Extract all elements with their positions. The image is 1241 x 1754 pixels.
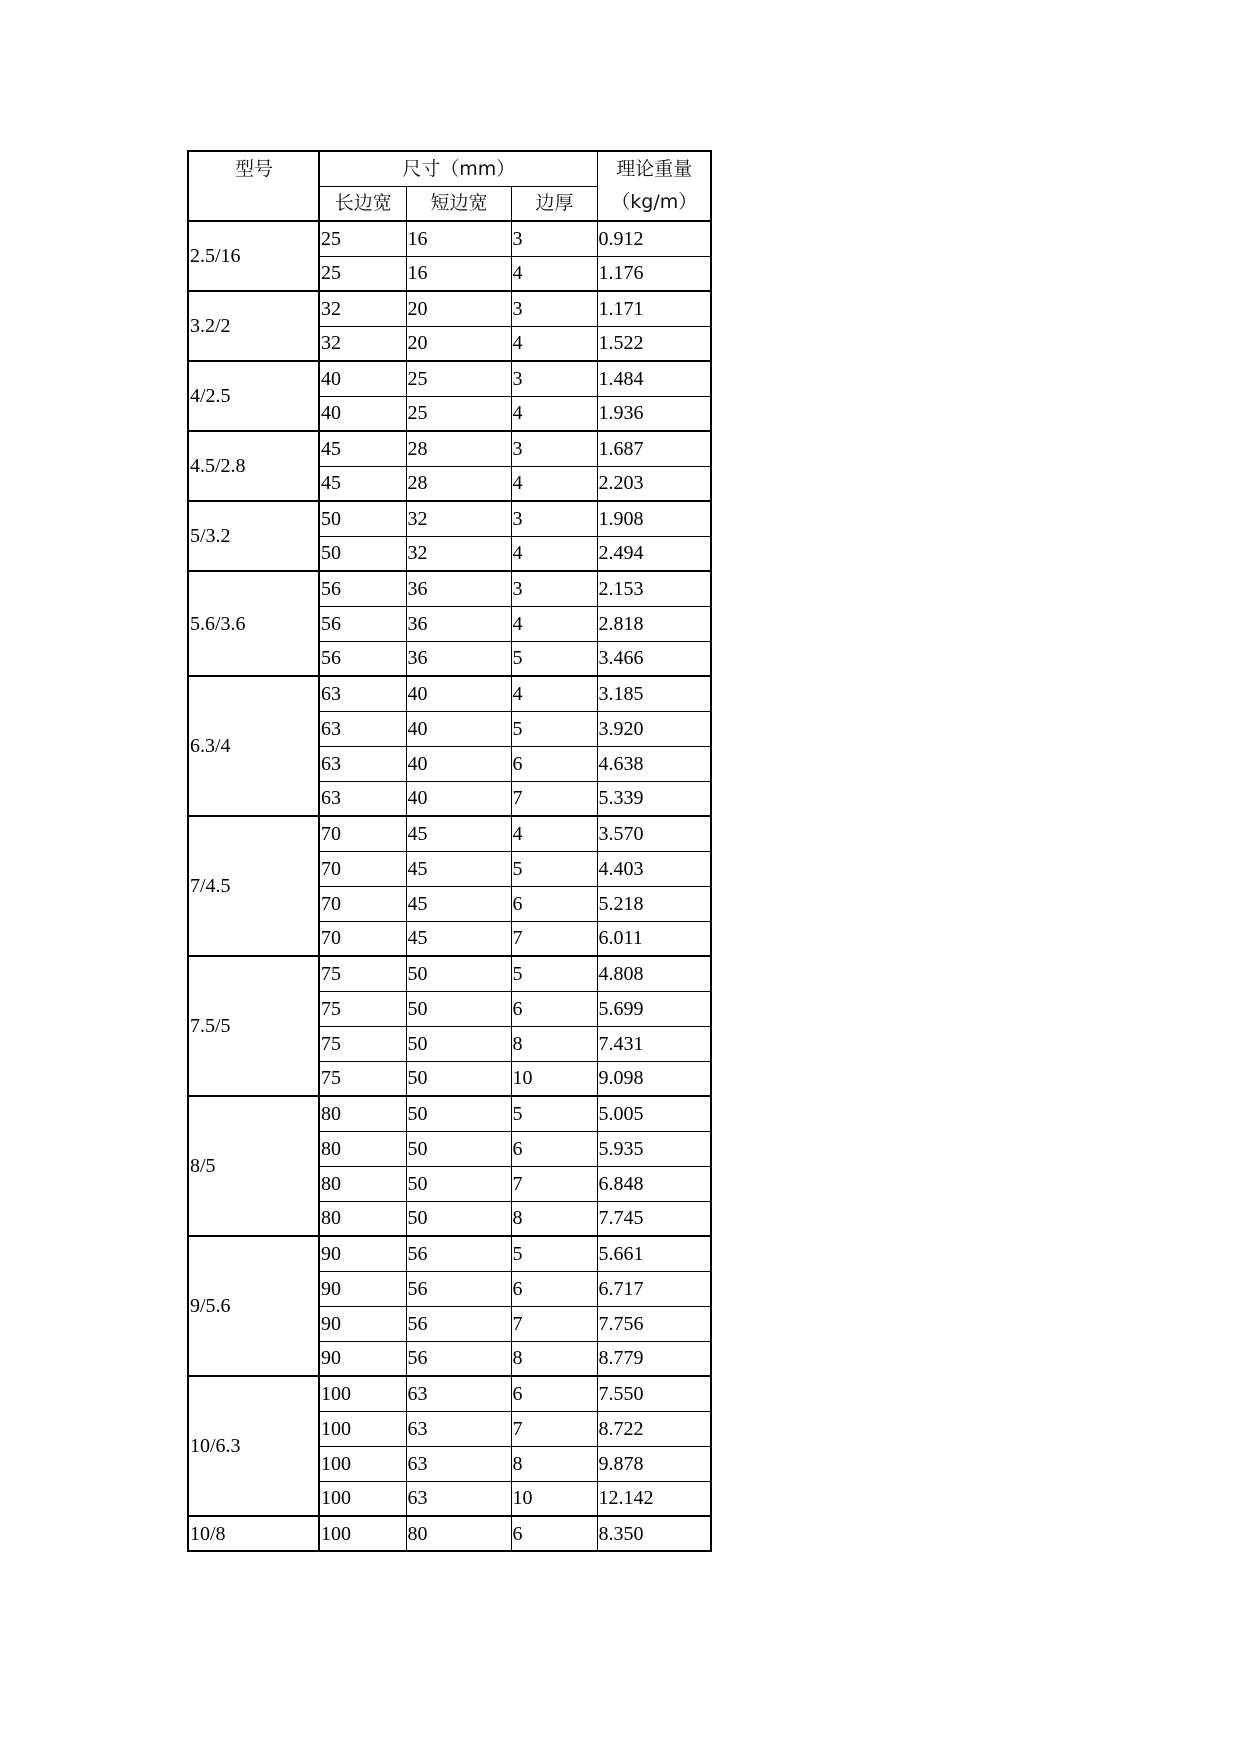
long-side-cell: 70 — [319, 851, 406, 886]
weight-cell: 5.218 — [597, 886, 711, 921]
table-row — [188, 1516, 711, 1551]
table-row — [188, 361, 711, 396]
weight-cell: 1.176 — [597, 256, 711, 291]
thickness-cell: 3 — [511, 361, 597, 396]
thickness-cell: 3 — [511, 431, 597, 466]
thickness-cell: 4 — [511, 396, 597, 431]
header-long-side: 长边宽 — [319, 186, 406, 221]
weight-cell: 1.908 — [597, 501, 711, 536]
weight-cell: 5.661 — [597, 1236, 711, 1271]
thickness-cell: 6 — [511, 1376, 597, 1411]
table-row — [188, 956, 711, 991]
long-side-cell: 63 — [319, 746, 406, 781]
model-cell: 7/4.5 — [188, 816, 319, 956]
long-side-cell: 75 — [319, 1061, 406, 1096]
short-side-cell: 28 — [406, 466, 511, 501]
thickness-cell: 8 — [511, 1026, 597, 1061]
thickness-cell: 4 — [511, 676, 597, 711]
header-short-side: 短边宽 — [406, 186, 511, 221]
weight-cell: 1.171 — [597, 291, 711, 326]
thickness-cell: 4 — [511, 816, 597, 851]
thickness-cell: 6 — [511, 886, 597, 921]
long-side-cell: 56 — [319, 606, 406, 641]
long-side-cell: 32 — [319, 291, 406, 326]
short-side-cell: 40 — [406, 781, 511, 816]
long-side-cell: 100 — [319, 1516, 406, 1551]
thickness-cell: 5 — [511, 641, 597, 676]
table-row — [188, 676, 711, 711]
short-side-cell: 63 — [406, 1411, 511, 1446]
long-side-cell: 75 — [319, 1026, 406, 1061]
short-side-cell: 50 — [406, 991, 511, 1026]
weight-cell: 9.098 — [597, 1061, 711, 1096]
long-side-cell: 45 — [319, 431, 406, 466]
thickness-cell: 5 — [511, 1236, 597, 1271]
short-side-cell: 25 — [406, 396, 511, 431]
table-row — [188, 571, 711, 606]
table-row — [188, 291, 711, 326]
long-side-cell: 90 — [319, 1341, 406, 1376]
thickness-cell: 10 — [511, 1481, 597, 1516]
long-side-cell: 70 — [319, 921, 406, 956]
short-side-cell: 56 — [406, 1236, 511, 1271]
long-side-cell: 25 — [319, 221, 406, 256]
long-side-cell: 100 — [319, 1411, 406, 1446]
short-side-cell: 50 — [406, 1201, 511, 1236]
long-side-cell: 25 — [319, 256, 406, 291]
short-side-cell: 56 — [406, 1306, 511, 1341]
thickness-cell: 7 — [511, 1166, 597, 1201]
thickness-cell: 3 — [511, 291, 597, 326]
table-body — [188, 151, 711, 1551]
long-side-cell: 50 — [319, 501, 406, 536]
weight-cell: 2.203 — [597, 466, 711, 501]
thickness-cell: 4 — [511, 466, 597, 501]
thickness-cell: 3 — [511, 501, 597, 536]
table-row — [188, 501, 711, 536]
model-cell: 8/5 — [188, 1096, 319, 1236]
short-side-cell: 56 — [406, 1271, 511, 1306]
short-side-cell: 50 — [406, 1166, 511, 1201]
weight-cell: 4.403 — [597, 851, 711, 886]
short-side-cell: 28 — [406, 431, 511, 466]
long-side-cell: 45 — [319, 466, 406, 501]
thickness-cell: 6 — [511, 746, 597, 781]
model-cell: 10/6.3 — [188, 1376, 319, 1516]
short-side-cell: 32 — [406, 536, 511, 571]
short-side-cell: 50 — [406, 1131, 511, 1166]
weight-cell: 7.431 — [597, 1026, 711, 1061]
table-row — [188, 1376, 711, 1411]
model-cell: 9/5.6 — [188, 1236, 319, 1376]
weight-cell: 8.722 — [597, 1411, 711, 1446]
long-side-cell: 80 — [319, 1166, 406, 1201]
short-side-cell: 16 — [406, 221, 511, 256]
long-side-cell: 50 — [319, 536, 406, 571]
thickness-cell: 3 — [511, 571, 597, 606]
short-side-cell: 45 — [406, 851, 511, 886]
long-side-cell: 75 — [319, 956, 406, 991]
thickness-cell: 5 — [511, 711, 597, 746]
model-cell: 10/8 — [188, 1516, 319, 1551]
short-side-cell: 40 — [406, 676, 511, 711]
short-side-cell: 63 — [406, 1446, 511, 1481]
weight-cell: 2.153 — [597, 571, 711, 606]
long-side-cell: 80 — [319, 1201, 406, 1236]
long-side-cell: 56 — [319, 571, 406, 606]
thickness-cell: 3 — [511, 221, 597, 256]
short-side-cell: 20 — [406, 291, 511, 326]
thickness-cell: 10 — [511, 1061, 597, 1096]
weight-cell: 4.808 — [597, 956, 711, 991]
short-side-cell: 45 — [406, 816, 511, 851]
short-side-cell: 40 — [406, 746, 511, 781]
thickness-cell: 6 — [511, 991, 597, 1026]
thickness-cell: 7 — [511, 921, 597, 956]
thickness-cell: 6 — [511, 1131, 597, 1166]
thickness-cell: 4 — [511, 256, 597, 291]
table-row — [188, 221, 711, 256]
thickness-cell: 4 — [511, 326, 597, 361]
thickness-cell: 6 — [511, 1516, 597, 1551]
thickness-cell: 5 — [511, 1096, 597, 1131]
model-cell: 7.5/5 — [188, 956, 319, 1096]
weight-cell: 8.350 — [597, 1516, 711, 1551]
table-row — [188, 816, 711, 851]
header-row-1 — [188, 151, 711, 186]
short-side-cell: 63 — [406, 1376, 511, 1411]
header-weight — [597, 151, 711, 221]
short-side-cell: 20 — [406, 326, 511, 361]
long-side-cell: 70 — [319, 816, 406, 851]
long-side-cell: 90 — [319, 1271, 406, 1306]
weight-cell: 7.550 — [597, 1376, 711, 1411]
thickness-cell: 7 — [511, 781, 597, 816]
angle-steel-table — [187, 150, 712, 1552]
weight-cell: 1.936 — [597, 396, 711, 431]
short-side-cell: 80 — [406, 1516, 511, 1551]
long-side-cell: 70 — [319, 886, 406, 921]
thickness-cell: 5 — [511, 956, 597, 991]
weight-cell: 12.142 — [597, 1481, 711, 1516]
long-side-cell: 100 — [319, 1376, 406, 1411]
short-side-cell: 56 — [406, 1341, 511, 1376]
weight-cell: 7.745 — [597, 1201, 711, 1236]
short-side-cell: 25 — [406, 361, 511, 396]
weight-cell: 8.779 — [597, 1341, 711, 1376]
thickness-cell: 8 — [511, 1341, 597, 1376]
short-side-cell: 36 — [406, 641, 511, 676]
short-side-cell: 50 — [406, 1026, 511, 1061]
weight-cell: 1.484 — [597, 361, 711, 396]
long-side-cell: 32 — [319, 326, 406, 361]
table-row — [188, 431, 711, 466]
weight-cell: 5.935 — [597, 1131, 711, 1166]
thickness-cell: 4 — [511, 606, 597, 641]
short-side-cell: 50 — [406, 1061, 511, 1096]
short-side-cell: 36 — [406, 606, 511, 641]
model-cell: 3.2/2 — [188, 291, 319, 361]
short-side-cell: 50 — [406, 956, 511, 991]
weight-cell: 6.011 — [597, 921, 711, 956]
long-side-cell: 75 — [319, 991, 406, 1026]
thickness-cell: 7 — [511, 1411, 597, 1446]
long-side-cell: 80 — [319, 1096, 406, 1131]
weight-cell: 5.699 — [597, 991, 711, 1026]
model-cell: 5/3.2 — [188, 501, 319, 571]
long-side-cell: 63 — [319, 781, 406, 816]
weight-cell: 1.522 — [597, 326, 711, 361]
short-side-cell: 32 — [406, 501, 511, 536]
weight-cell: 4.638 — [597, 746, 711, 781]
short-side-cell: 63 — [406, 1481, 511, 1516]
weight-cell: 7.756 — [597, 1306, 711, 1341]
weight-cell: 9.878 — [597, 1446, 711, 1481]
weight-cell: 0.912 — [597, 221, 711, 256]
model-cell: 2.5/16 — [188, 221, 319, 291]
weight-cell: 2.818 — [597, 606, 711, 641]
weight-cell: 6.717 — [597, 1271, 711, 1306]
header-model: 型号 — [188, 151, 319, 221]
header-weight-line1: 理论重量 — [616, 158, 693, 180]
thickness-cell: 8 — [511, 1201, 597, 1236]
short-side-cell: 36 — [406, 571, 511, 606]
long-side-cell: 40 — [319, 396, 406, 431]
weight-cell: 3.185 — [597, 676, 711, 711]
weight-cell: 3.570 — [597, 816, 711, 851]
thickness-cell: 8 — [511, 1446, 597, 1481]
weight-cell: 5.005 — [597, 1096, 711, 1131]
long-side-cell: 63 — [319, 711, 406, 746]
weight-cell: 5.339 — [597, 781, 711, 816]
long-side-cell: 56 — [319, 641, 406, 676]
long-side-cell: 100 — [319, 1481, 406, 1516]
thickness-cell: 7 — [511, 1306, 597, 1341]
weight-cell: 2.494 — [597, 536, 711, 571]
weight-cell: 1.687 — [597, 431, 711, 466]
header-size: 尺寸（mm） — [319, 151, 597, 186]
table-row — [188, 1236, 711, 1271]
model-cell: 4/2.5 — [188, 361, 319, 431]
thickness-cell: 4 — [511, 536, 597, 571]
short-side-cell: 50 — [406, 1096, 511, 1131]
long-side-cell: 80 — [319, 1131, 406, 1166]
model-cell: 4.5/2.8 — [188, 431, 319, 501]
short-side-cell: 45 — [406, 886, 511, 921]
short-side-cell: 16 — [406, 256, 511, 291]
long-side-cell: 90 — [319, 1306, 406, 1341]
short-side-cell: 40 — [406, 711, 511, 746]
model-cell: 6.3/4 — [188, 676, 319, 816]
long-side-cell: 90 — [319, 1236, 406, 1271]
thickness-cell: 5 — [511, 851, 597, 886]
table-row — [188, 1096, 711, 1131]
short-side-cell: 45 — [406, 921, 511, 956]
thickness-cell: 6 — [511, 1271, 597, 1306]
model-cell: 5.6/3.6 — [188, 571, 319, 676]
long-side-cell: 63 — [319, 676, 406, 711]
weight-cell: 3.920 — [597, 711, 711, 746]
header-weight-line2: （kg/m） — [611, 191, 698, 213]
long-side-cell: 100 — [319, 1446, 406, 1481]
header-thickness: 边厚 — [511, 186, 597, 221]
weight-cell: 3.466 — [597, 641, 711, 676]
long-side-cell: 40 — [319, 361, 406, 396]
weight-cell: 6.848 — [597, 1166, 711, 1201]
